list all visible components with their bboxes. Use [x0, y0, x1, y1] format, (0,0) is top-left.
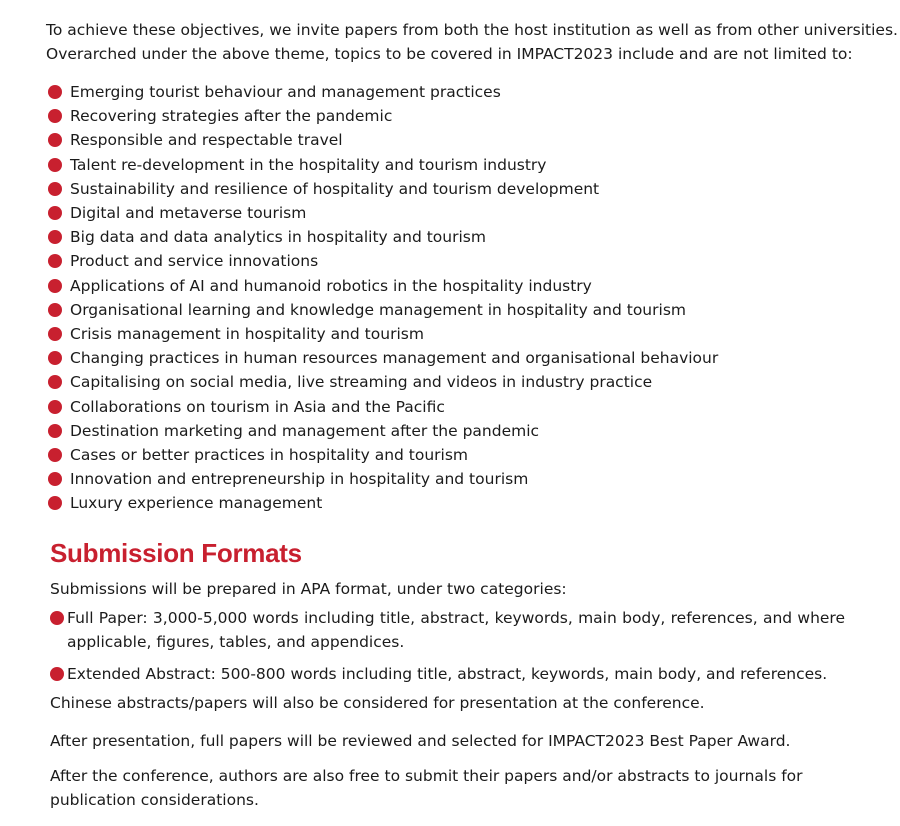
list-item — [48, 177, 718, 201]
bullet-icon — [50, 667, 64, 681]
format-text: Full Paper: 3,000-5,000 words including title, abstract, keywords, main body, references, and where applicable, figures, tables, and appendices. — [67, 609, 845, 651]
bullet-icon — [48, 375, 62, 389]
topic-text: Product and service innovations — [70, 252, 319, 271]
topic-text: Destination marketing and management after the pandemic — [70, 421, 540, 440]
paragraph-chinese-abstracts: Chinese abstracts/papers will also be considered for presentation at the conference. — [50, 694, 705, 712]
topic-text: Organisational learning and knowledge management in hospitality and tourism — [70, 300, 686, 319]
topic-text: Changing practices in human resources management and organisational behaviour — [70, 349, 719, 368]
bullet-icon — [48, 472, 62, 486]
topic-text: Emerging tourist behaviour and management practices — [70, 83, 501, 102]
bullet-icon — [48, 303, 62, 317]
bullet-icon — [50, 611, 64, 625]
list-item — [48, 322, 718, 346]
bullet-icon — [48, 448, 62, 462]
paragraph-best-paper: After presentation, full papers will be reviewed and selected for IMPACT2023 Best Paper Award. — [50, 732, 791, 750]
list-item — [48, 274, 718, 298]
format-item-full-paper — [50, 606, 845, 654]
intro-paragraph — [46, 18, 898, 66]
topic-text: Talent re-development in the hospitality and tourism industry — [70, 155, 547, 174]
topic-text: Responsible and respectable travel — [70, 131, 343, 150]
bullet-icon — [48, 206, 62, 220]
topic-text: Digital and metaverse tourism — [70, 204, 307, 223]
topic-text: Cases or better practices in hospitality and tourism — [70, 445, 469, 464]
bullet-icon — [48, 327, 62, 341]
list-item — [48, 467, 718, 491]
list-item — [48, 394, 718, 418]
list-item — [48, 104, 718, 128]
topic-text: Collaborations on tourism in Asia and the Pacific — [70, 397, 445, 416]
list-item — [48, 346, 718, 370]
bullet-icon — [48, 424, 62, 438]
list-item — [48, 298, 718, 322]
topic-text: Crisis management in hospitality and tourism — [70, 324, 424, 343]
topic-text: Capitalising on social media, live streaming and videos in industry practice — [70, 373, 653, 392]
bullet-icon — [48, 230, 62, 244]
bullet-icon — [48, 254, 62, 268]
intro-line-2: Overarched under the above theme, topics to be covered in IMPACT2023 include and are not limited to: — [46, 45, 853, 63]
topic-text: Big data and data analytics in hospitality and tourism — [70, 228, 486, 247]
bullet-icon — [48, 158, 62, 172]
paragraph-after-conference: After the conference, authors are also free to submit their papers and/or abstracts to journals for publication considerations. — [50, 767, 803, 809]
list-item — [48, 249, 718, 273]
list-item — [48, 225, 718, 249]
topic-text: Luxury experience management — [70, 494, 323, 513]
bullet-icon — [48, 133, 62, 147]
bullet-icon — [48, 85, 62, 99]
topic-text: Sustainability and resilience of hospitality and tourism development — [70, 179, 600, 198]
bullet-icon — [48, 182, 62, 196]
bullet-icon — [48, 496, 62, 510]
list-item — [48, 370, 718, 394]
format-item-extended-abstract — [50, 662, 845, 686]
topic-text: Applications of AI and humanoid robotics in the hospitality industry — [70, 276, 592, 295]
intro-line-1: To achieve these objectives, we invite papers from both the host institution as well as from other universities. — [46, 21, 898, 39]
format-text: Extended Abstract: 500-800 words including title, abstract, keywords, main body, and references. — [67, 665, 828, 683]
topic-text: Innovation and entrepreneurship in hospitality and tourism — [70, 470, 529, 489]
bullet-icon — [48, 351, 62, 365]
section-title: Submission Formats — [50, 538, 302, 568]
bullet-icon — [48, 109, 62, 123]
list-item — [48, 419, 718, 443]
list-item — [48, 80, 718, 104]
list-item — [48, 128, 718, 152]
list-item — [48, 201, 718, 225]
list-item — [48, 443, 718, 467]
submission-intro: Submissions will be prepared in APA format, under two categories: — [50, 580, 567, 598]
list-item — [48, 153, 718, 177]
topics-list — [48, 80, 718, 515]
bullet-icon — [48, 279, 62, 293]
list-item — [48, 491, 718, 515]
topic-text: Recovering strategies after the pandemic — [70, 107, 393, 126]
bullet-icon — [48, 400, 62, 414]
